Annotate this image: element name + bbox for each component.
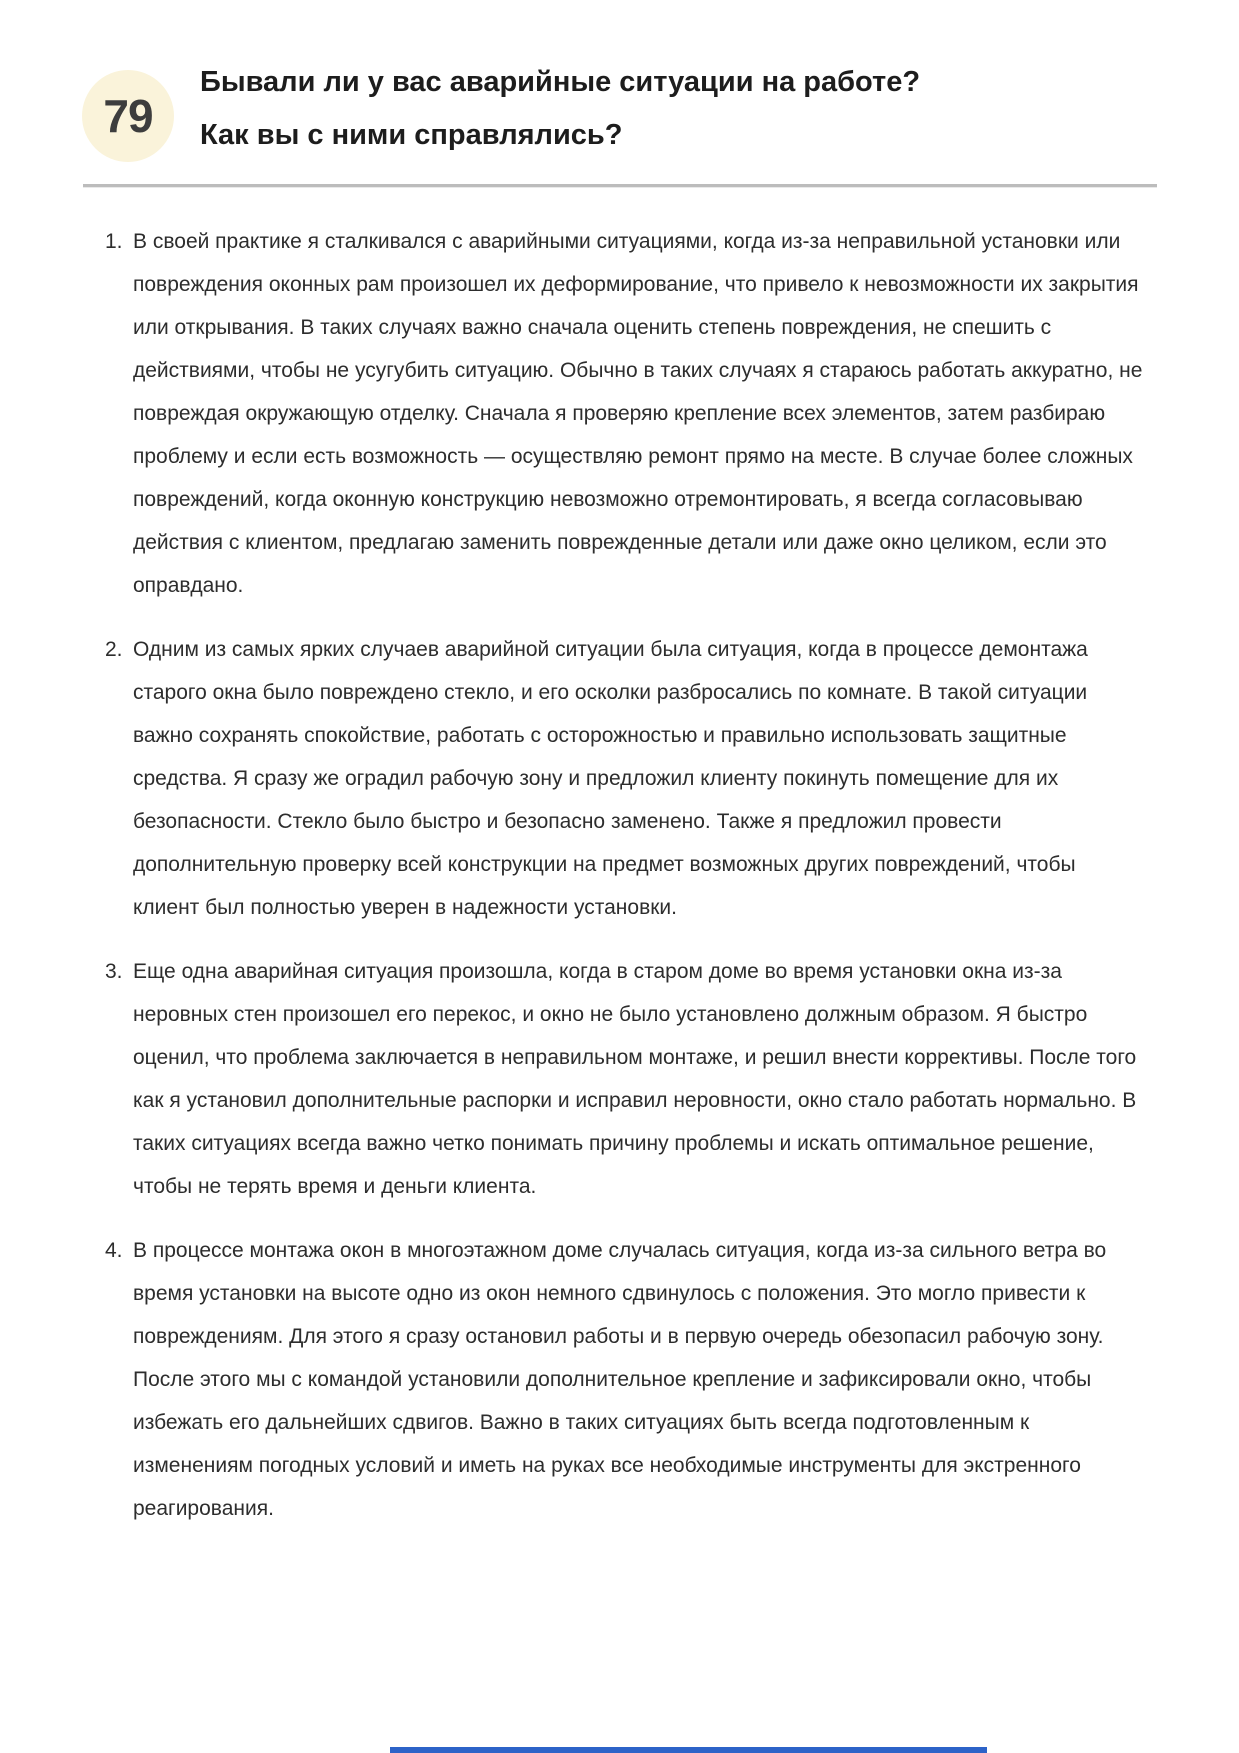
list-item-text: Еще одна аварийная ситуация произошла, когда в старом доме во время установки окна из-за неровных стен произошел его перекос, и окно не было установлено должным образом. Я быстро оценил, что проблема заключается в неправильном монтаже, и решил внести коррективы. После того как я установил дополнительные распорки и исправил неровности, окно стало работать нормально. В таких ситуациях всегда важно четко понимать причину проблемы и искать оптимальное решение, чтобы не терять время и деньги клиента.: [133, 960, 1137, 1198]
page-title-line1: Бывали ли у вас аварийные ситуации на работе?: [200, 66, 921, 98]
title-divider: [83, 184, 1157, 188]
question-number-badge: [82, 70, 174, 162]
question-number: 79: [103, 90, 153, 142]
list-item: [105, 950, 1145, 1208]
answers-list: [105, 220, 1145, 1551]
list-item-number: 4.: [105, 1239, 123, 1262]
list-item: [105, 220, 1145, 607]
bottom-accent-bar: [390, 1747, 987, 1753]
list-item-number: 2.: [105, 638, 123, 661]
list-item-text: В своей практике я сталкивался с аварийными ситуациями, когда из-за неправильной установки или повреждения оконных рам произошел их деформирование, что привело к невозможности их закрытия или открывания. В таких случаях важно сначала оценить степень повреждения, не спешить с действиями, чтобы не усугубить ситуацию. Обычно в таких случаях я стараюсь работать аккуратно, не повреждая окружающую отделку. Сначала я проверяю крепление всех элементов, затем разбираю проблему и если есть возможность — осуществляю ремонт прямо на месте. В случае более сложных повреждений, когда оконную конструкцию невозможно отремонтировать, я всегда согласовываю действия с клиентом, предлагаю заменить поврежденные детали или даже окно целиком, если это оправдано.: [133, 230, 1143, 597]
list-item-number: 3.: [105, 960, 123, 983]
page-title-line2: Как вы с ними справлялись?: [200, 119, 623, 151]
list-item-text: В процессе монтажа окон в многоэтажном доме случалась ситуация, когда из-за сильного ветра во время установки на высоте одно из окон немного сдвинулось с положения. Это могло привести к повреждениям. Для этого я сразу остановил работы и в первую очередь обезопасил рабочую зону. После этого мы с командой установили дополнительное крепление и зафиксировали окно, чтобы избежать его дальнейших сдвигов. Важно в таких ситуациях быть всегда подготовленным к изменениям погодных условий и иметь на руках все необходимые инструменты для экстренного реагирования.: [133, 1239, 1107, 1520]
list-item: [105, 628, 1145, 929]
list-item-number: 1.: [105, 230, 123, 253]
list-item-text: Одним из самых ярких случаев аварийной ситуации была ситуация, когда в процессе демонтажа старого окна было повреждено стекло, и его осколки разбросались по комнате. В такой ситуации важно сохранять спокойствие, работать с осторожностью и правильно использовать защитные средства. Я сразу же оградил рабочую зону и предложил клиенту покинуть помещение для их безопасности. Стекло было быстро и безопасно заменено. Также я предложил провести дополнительную проверку всей конструкции на предмет возможных других повреждений, чтобы клиент был полностью уверен в надежности установки.: [133, 638, 1088, 919]
list-item: [105, 1229, 1145, 1530]
page-title: [200, 56, 1150, 162]
